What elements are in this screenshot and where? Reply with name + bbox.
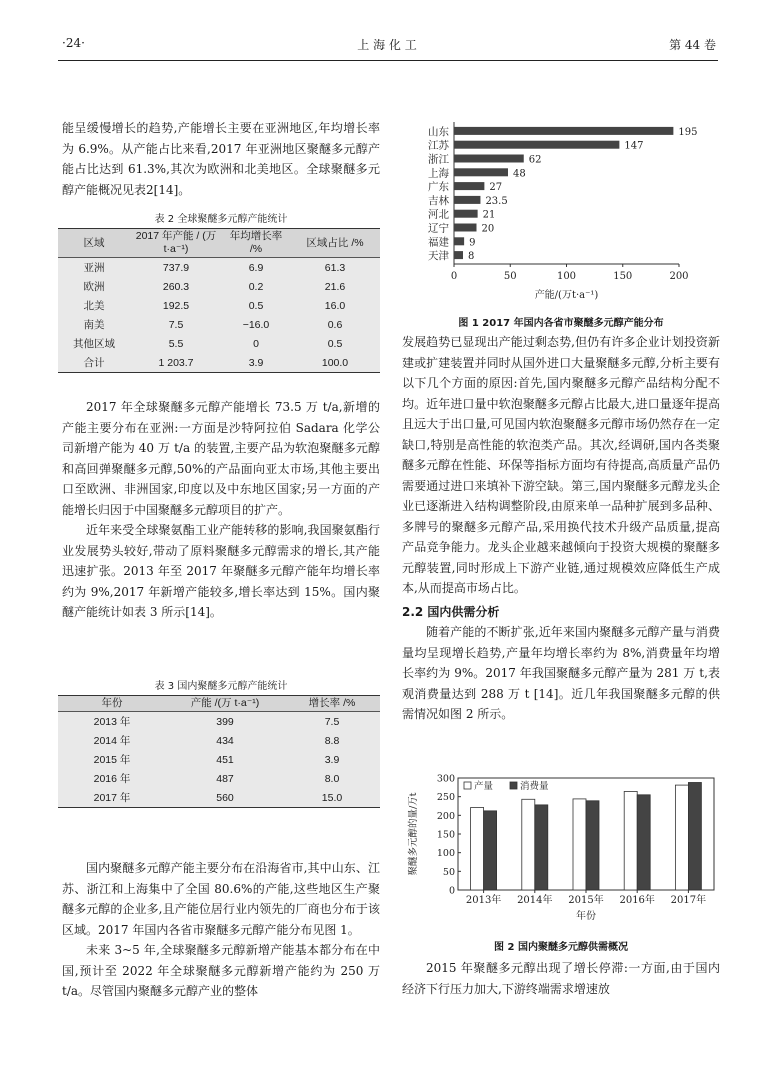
bar bbox=[573, 799, 586, 890]
category-label: 浙江 bbox=[428, 153, 449, 166]
bar bbox=[454, 168, 508, 176]
table3 bbox=[58, 695, 380, 808]
bar bbox=[454, 224, 477, 232]
table-cell: 7.5 bbox=[284, 712, 380, 732]
table-cell: 7.5 bbox=[130, 315, 222, 334]
table-cell: 3.9 bbox=[284, 750, 380, 769]
paragraph: 能呈缓慢增长的趋势,产能增长主要在亚洲地区,年均增长率为 6.9%。从产能占比来看,2017 年亚洲地区聚醚多元醇产能占比达到 61.3%,其次为欧洲和北美地区。全球聚醚多元醇产能概况见表2[14]。 bbox=[62, 121, 380, 197]
table-cell: 434 bbox=[166, 731, 284, 750]
table-cell: 487 bbox=[166, 769, 284, 788]
table-cell: 2016 年 bbox=[58, 769, 166, 788]
table-cell: 合计 bbox=[58, 353, 130, 373]
data-label: 147 bbox=[624, 140, 644, 152]
bar bbox=[454, 141, 619, 149]
table-cell: 16.0 bbox=[290, 296, 380, 315]
x-tick-label: 150 bbox=[613, 271, 633, 282]
x-tick-label: 100 bbox=[556, 271, 577, 282]
table-header: 区域占比 /% bbox=[290, 229, 380, 258]
category-label: 吉林 bbox=[428, 194, 449, 207]
figure2-caption: 图 2 国内聚醚多元醇供需概况 bbox=[494, 942, 628, 953]
header-rule bbox=[58, 60, 718, 61]
table-cell: 8.0 bbox=[284, 769, 380, 788]
bar bbox=[586, 801, 599, 890]
x-tick-label: 0 bbox=[450, 271, 458, 282]
right-column-bottom bbox=[402, 958, 720, 999]
volume-label: 第 44 卷 bbox=[669, 38, 716, 52]
y-axis-title: 聚醚多元醇的量/万t bbox=[408, 792, 419, 876]
left-column-bottom bbox=[62, 858, 380, 1002]
table-cell: 260.3 bbox=[130, 277, 222, 296]
bar bbox=[454, 127, 673, 135]
y-tick-label: 200 bbox=[436, 810, 455, 822]
table3-caption: 表 3 国内聚醚多元醇产能统计 bbox=[154, 681, 288, 692]
table2 bbox=[58, 228, 380, 373]
table-row bbox=[58, 258, 380, 278]
paragraph: 未来 3~5 年,全球聚醚多元醇新增产能基本都分布在中国,预计至 2022 年全球聚醚多元醇新增产能约为 250 万 t/a。尽管国内聚醚多元醇产业的整体 bbox=[62, 943, 380, 998]
table-cell: 2017 年 bbox=[58, 788, 166, 808]
table-cell: 5.5 bbox=[130, 334, 222, 353]
paragraph: 近年来受全球聚氨酯工业产能转移的影响,我国聚氨酯行业发展势头较好,带动了原料聚醚多元醇需求的增长,其产能迅速扩张。2013 年至 2017 年聚醚多元醇产能年均增长率约为 9%,2017 年新增产能较多,增长率达到 15%。国内聚醚产能统计如表 3 所示[14]。 bbox=[62, 523, 380, 619]
table-cell: 0.5 bbox=[222, 296, 290, 315]
table-cell: 15.0 bbox=[284, 788, 380, 808]
table-cell: 0 bbox=[222, 334, 290, 353]
table2-caption: 表 2 全球聚醚多元醇产能统计 bbox=[154, 214, 288, 225]
y-tick-label: 300 bbox=[436, 773, 455, 785]
y-tick-label: 0 bbox=[448, 885, 455, 897]
table-cell: 3.9 bbox=[222, 353, 290, 373]
category-label: 江苏 bbox=[428, 139, 449, 152]
table-cell: 欧洲 bbox=[58, 277, 130, 296]
table-cell: 2014 年 bbox=[58, 731, 166, 750]
figure2-chart bbox=[402, 772, 720, 922]
y-tick-label: 50 bbox=[442, 866, 455, 878]
table-cell: 北美 bbox=[58, 296, 130, 315]
table-cell: 737.9 bbox=[130, 258, 222, 278]
data-label: 195 bbox=[678, 126, 698, 138]
bar bbox=[624, 791, 637, 890]
table-cell: −16.0 bbox=[222, 315, 290, 334]
table-cell: 61.3 bbox=[290, 258, 380, 278]
category-label: 辽宁 bbox=[428, 222, 449, 235]
bar bbox=[454, 182, 484, 190]
table-cell: 2015 年 bbox=[58, 750, 166, 769]
y-tick-label: 100 bbox=[436, 848, 455, 860]
bar bbox=[454, 155, 524, 163]
bar bbox=[484, 811, 497, 890]
y-tick-label: 250 bbox=[436, 792, 455, 804]
table-cell: 192.5 bbox=[130, 296, 222, 315]
table-cell: 1 203.7 bbox=[130, 353, 222, 373]
paragraph: 2015 年聚醚多元醇出现了增长停滞:一方面,由于国内经济下行压力加大,下游终端需求增速放 bbox=[402, 961, 720, 996]
table-cell: 0.2 bbox=[222, 277, 290, 296]
table-cell: 399 bbox=[166, 712, 284, 732]
table-cell: 6.9 bbox=[222, 258, 290, 278]
table-row bbox=[58, 315, 380, 334]
journal-title: 上 海 化 工 bbox=[357, 38, 417, 52]
table-header: 年均增长率 /% bbox=[222, 229, 290, 258]
data-label: 21 bbox=[482, 209, 496, 221]
table-header: 年份 bbox=[58, 696, 166, 712]
table-header: 2017 年产能 / (万 t·a⁻¹) bbox=[130, 229, 222, 258]
x-tick-label: 2017年 bbox=[670, 895, 707, 906]
table-header: 增长率 /% bbox=[284, 696, 380, 712]
table-cell: 8.8 bbox=[284, 731, 380, 750]
table-row bbox=[58, 353, 380, 373]
table-row bbox=[58, 296, 380, 315]
legend-swatch bbox=[464, 782, 471, 789]
legend-label: 消费量 bbox=[520, 781, 549, 792]
right-column-top bbox=[402, 332, 720, 725]
table-row bbox=[58, 750, 380, 769]
data-label: 48 bbox=[513, 168, 526, 180]
bar bbox=[637, 795, 650, 890]
x-tick-label: 50 bbox=[503, 271, 517, 282]
paragraph: 发展趋势已显现出产能过剩态势,但仍有许多企业计划投资新建或扩建装置并同时从国外进口大量聚醚多元醇,分析主要有以下几个方面的原因:首先,国内聚醚多元醇产品结构分配不均。近年进口量中软泡聚醚多元醇占比最大,进口量逐年提高且远大于出口量,可见国内软泡聚醚多元醇市场仍然存在一定缺口,特别是高性能的软泡类产品。其次,经调研,国内各类聚醚多元醇在性能、环保等指标方面均有待提高,高质量产品仍需要通过进口来填补下游空缺。第三,国内聚醚多元醇龙头企业已逐渐进入结构调整阶段,由原来单一品种扩展到多品种、多牌号的聚醚多元醇产品,采用换代技术升级产品质量,提高产品竞争能力。龙头企业越来越倾向于投资大规模的聚醚多元醇装置,同时形成上下游产业链,通过规模效应降低生产成本,从而提高市场占比。 bbox=[402, 335, 720, 595]
x-tick-label: 200 bbox=[669, 271, 689, 282]
x-tick-label: 2016年 bbox=[619, 895, 655, 906]
bar bbox=[675, 785, 688, 890]
x-axis-title: 产能/(万t·a⁻¹) bbox=[534, 290, 599, 301]
bar bbox=[454, 251, 463, 259]
data-label: 9 bbox=[469, 237, 476, 249]
bar bbox=[454, 210, 478, 218]
table-row bbox=[58, 769, 380, 788]
category-label: 山东 bbox=[428, 125, 449, 138]
paragraph: 2017 年全球聚醚多元醇产能增长 73.5 万 t/a,新增的产能主要分布在亚洲:一方面是沙特阿拉伯 Sadara 化学公司新增产能为 40 万 t/a 的装置,主要产品为软泡聚醚多元醇和高回弹聚醚多元醇,50%的产品面向亚太市场,其他主要出口至欧洲、非洲国家,印度以及中东地区国家;另一方面的产能增长归因于中国聚醚多元醇项目的扩产。 bbox=[62, 400, 380, 517]
table-cell: 451 bbox=[166, 750, 284, 769]
x-tick-label: 2015年 bbox=[568, 895, 604, 906]
table-row bbox=[58, 712, 380, 732]
section-heading: 2.2 国内供需分析 bbox=[402, 604, 500, 619]
left-column-middle bbox=[62, 397, 380, 623]
legend-swatch bbox=[510, 782, 517, 789]
x-tick-label: 2013年 bbox=[465, 895, 502, 906]
table-cell: 560 bbox=[166, 788, 284, 808]
data-label: 62 bbox=[528, 154, 542, 166]
data-label: 8 bbox=[468, 251, 475, 263]
category-label: 天津 bbox=[428, 250, 449, 263]
table-cell: 亚洲 bbox=[58, 258, 130, 278]
bar bbox=[522, 799, 535, 890]
data-label: 23.5 bbox=[485, 195, 508, 207]
table-cell: 南美 bbox=[58, 315, 130, 334]
bar bbox=[688, 782, 701, 890]
bar bbox=[454, 196, 480, 204]
table-header: 产能 /(万 t·a⁻¹) bbox=[166, 696, 284, 712]
table-cell: 0.5 bbox=[290, 334, 380, 353]
x-tick-label: 2014年 bbox=[517, 895, 553, 906]
category-label: 上海 bbox=[428, 167, 449, 180]
figure1-caption: 图 1 2017 年国内各省市聚醚多元醇产能分布 bbox=[458, 318, 664, 329]
left-column-top bbox=[62, 118, 380, 200]
table-cell: 21.6 bbox=[290, 277, 380, 296]
table-row bbox=[58, 731, 380, 750]
table-cell: 其他区域 bbox=[58, 334, 130, 353]
table-row bbox=[58, 277, 380, 296]
x-axis-title: 年份 bbox=[576, 911, 596, 922]
page-number: ·24· bbox=[62, 36, 85, 50]
bar bbox=[535, 805, 548, 890]
table-cell: 2013 年 bbox=[58, 712, 166, 732]
table-cell: 0.6 bbox=[290, 315, 380, 334]
legend-label: 产量 bbox=[474, 781, 494, 792]
paragraph: 随着产能的不断扩张,近年来国内聚醚多元醇产量与消费量均呈现增长趋势,产量年均增长率约为 8%,消费量年均增长率约为 9%。2017 年我国聚醚多元醇产量为 281 万 t,表观消费量达到 288 万 t [14]。近几年我国聚醚多元醇的供需情况如图 2 所示。 bbox=[402, 625, 720, 721]
figure1-chart bbox=[402, 118, 720, 312]
bar bbox=[454, 237, 464, 245]
data-label: 27 bbox=[489, 182, 503, 194]
table-header: 区域 bbox=[58, 229, 130, 258]
table-row bbox=[58, 788, 380, 808]
y-tick-label: 150 bbox=[436, 829, 455, 841]
category-label: 福建 bbox=[428, 236, 449, 249]
category-label: 河北 bbox=[428, 208, 449, 221]
bar bbox=[471, 807, 484, 890]
table-row bbox=[58, 334, 380, 353]
table-cell: 100.0 bbox=[290, 353, 380, 373]
category-label: 广东 bbox=[428, 181, 449, 194]
data-label: 20 bbox=[481, 223, 495, 235]
paragraph: 国内聚醚多元醇产能主要分布在沿海省市,其中山东、江苏、浙江和上海集中了全国 80.6%的产能,这些地区生产聚醚多元醇的企业多,且产能位居行业内领先的厂商也分布于该区域。2017 年国内各省市聚醚多元醇产能分布见图 1。 bbox=[62, 861, 380, 937]
